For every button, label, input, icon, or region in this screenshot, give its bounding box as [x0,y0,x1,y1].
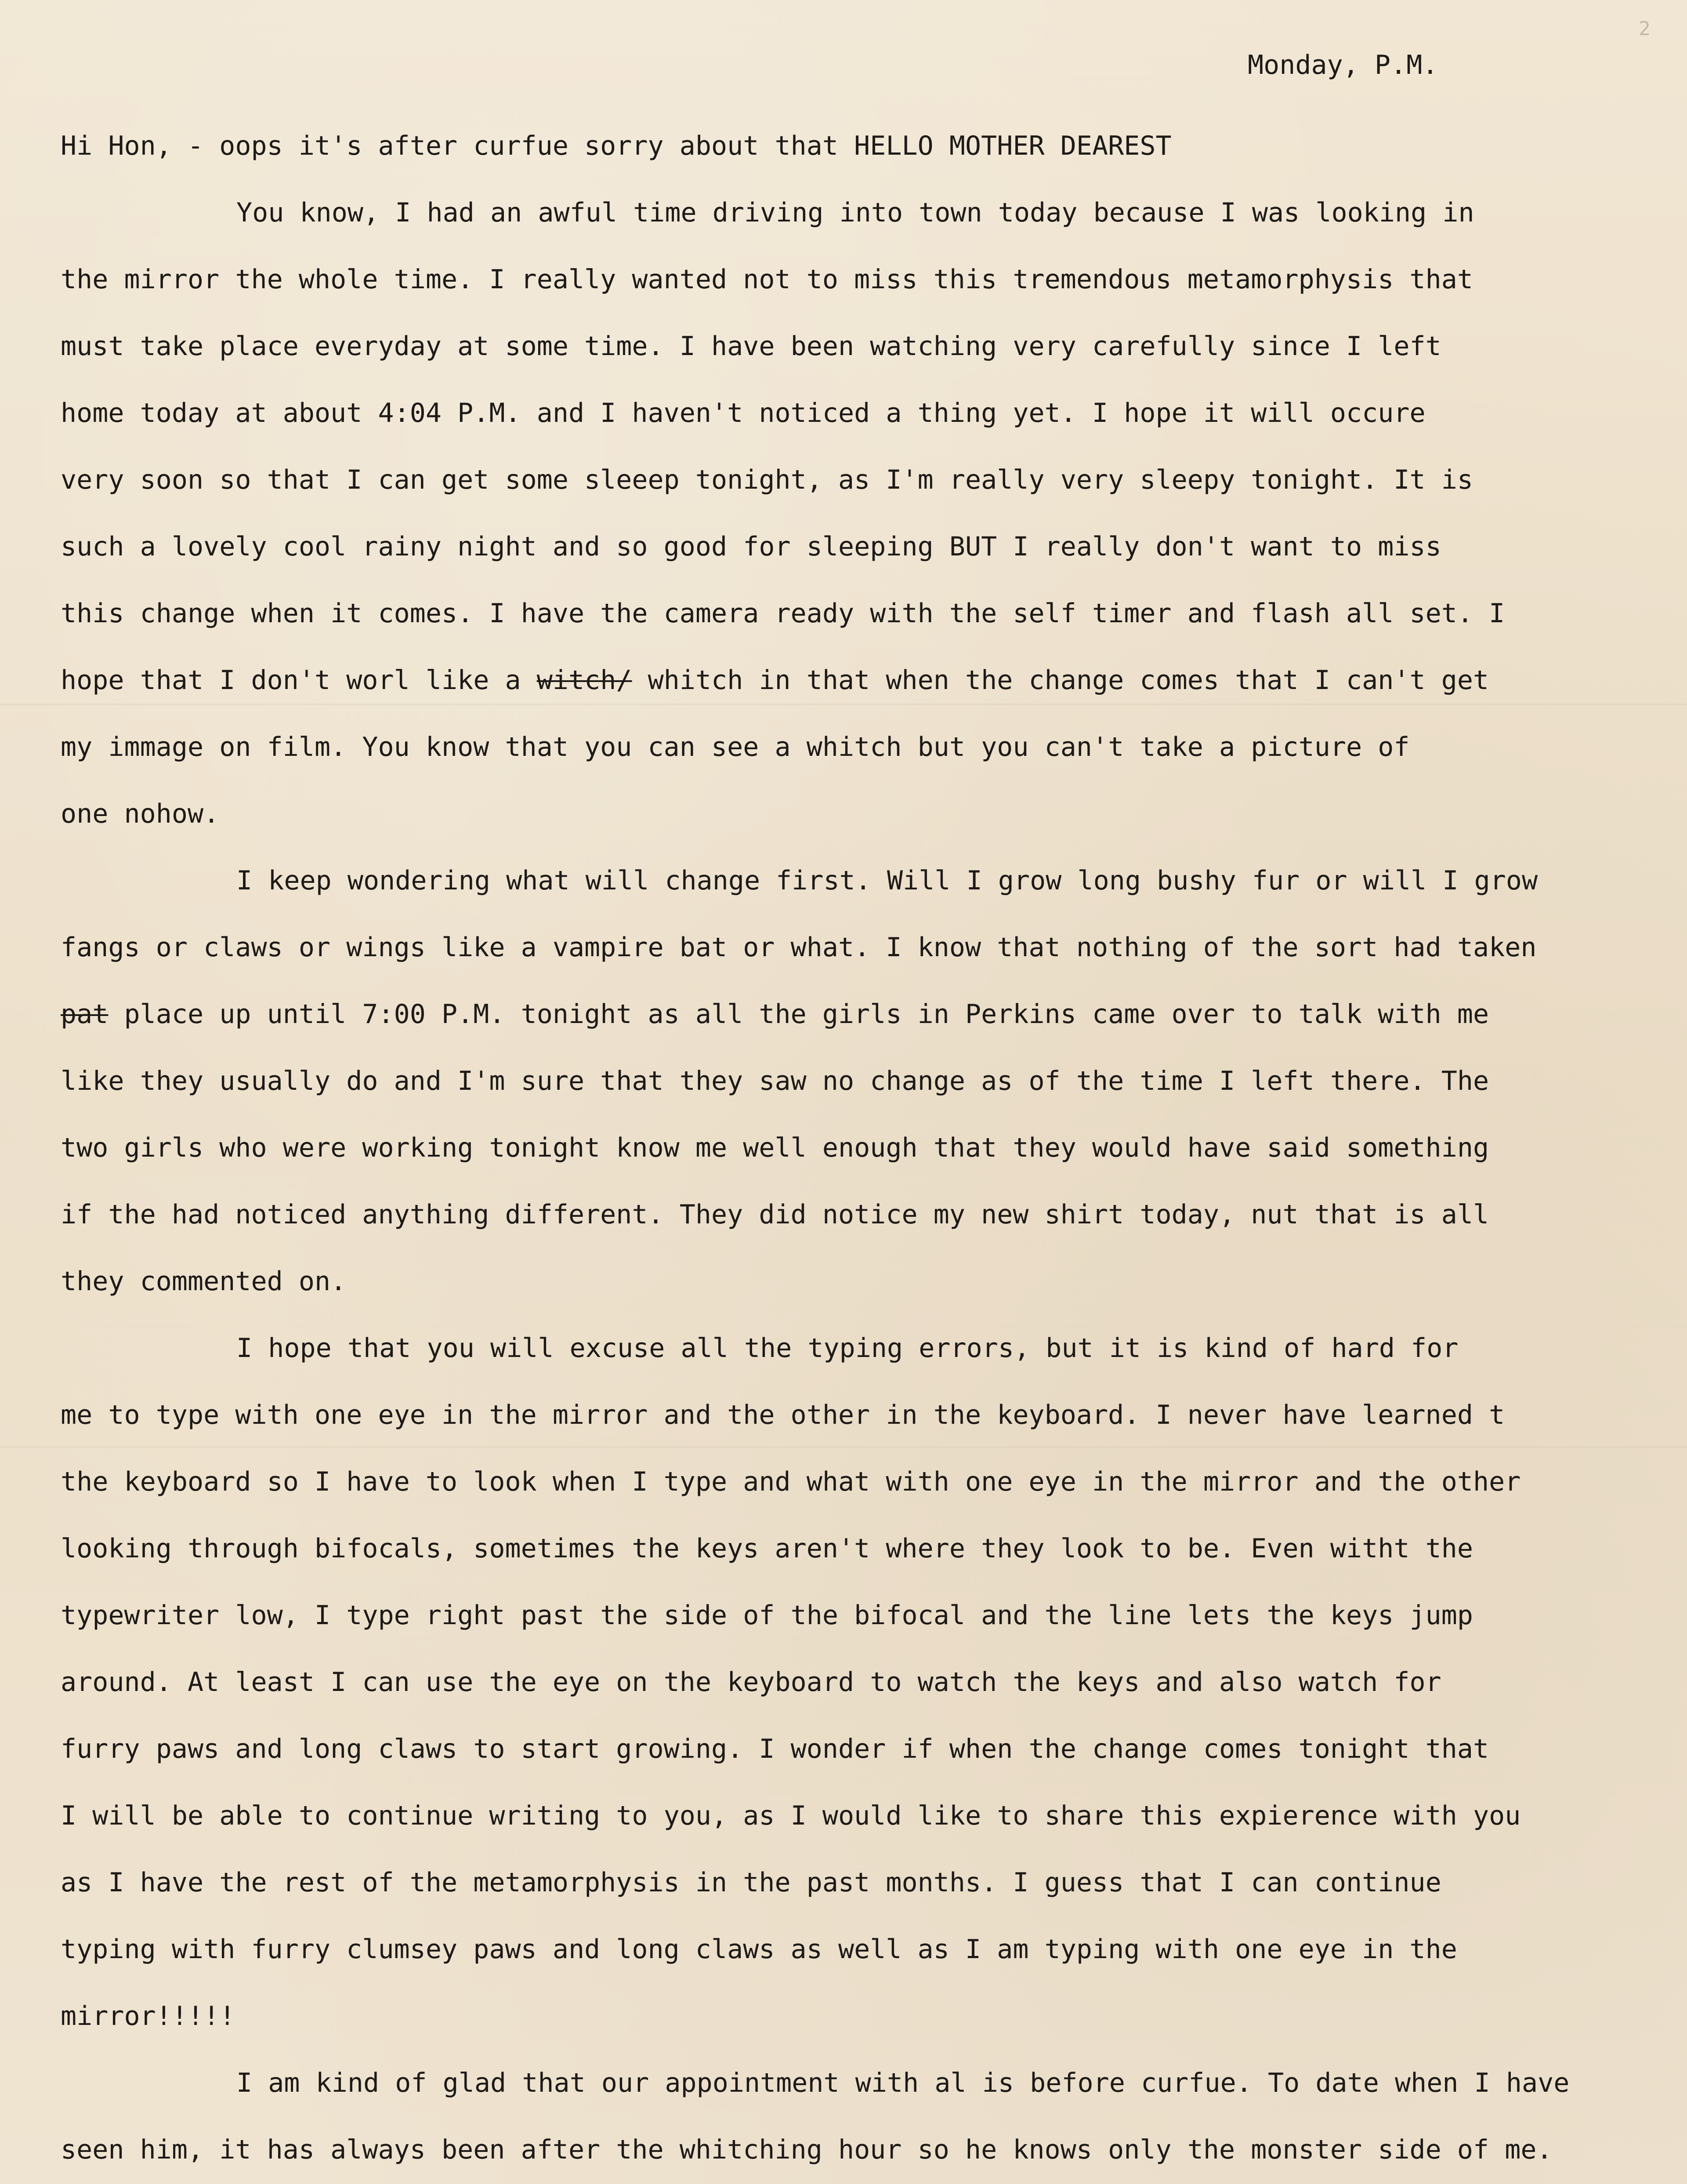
letter-line [61,1716,1660,1782]
letter-line [61,580,1660,647]
letter-line [61,313,1660,380]
line-text: my immage on film. You know that you can see a whitch but you can't take a picture of [61,732,1410,762]
line-text: this change when it comes. I have the camera ready with the self timer and flash all set. I [61,598,1505,629]
line-text-continued: whitch in that when the change comes that I can't get [632,665,1489,696]
line-text: around. At least I can use the eye on the keyboard to watch the keys and also watch for [61,1667,1441,1698]
letter-line [61,2116,1660,2183]
line-text: mirror!!!!! [61,2001,235,2032]
line-text: as I have the rest of the metamorphysis in the past months. I guess that I can continue [61,1867,1441,1898]
struck-out-text: pat [61,999,109,1030]
line-text: hope that I don't worl like a [61,665,537,696]
letter-line [61,914,1660,981]
letter-line [61,714,1660,780]
page-number: 2 [1639,18,1651,40]
line-text: I hope that you will excuse all the typing errors, but it is kind of hard for [236,1333,1459,1364]
line-text: if the had noticed anything different. They did notice my new shirt today, nut that is all [61,1199,1489,1230]
line-text: me to type with one eye in the mirror and the other in the keyboard. I never have learned t [61,1400,1505,1430]
letter-line [61,112,1660,179]
letter-line [61,1448,1660,1515]
letter-line [61,847,1660,914]
letter-line [61,1649,1660,1716]
letter-line [61,1315,1660,1382]
letter-line [61,380,1660,446]
line-text: one nohow. [61,798,220,829]
letter-line [61,1114,1660,1181]
line-text: two girls who were working tonight know me well enough that they would have said something [61,1132,1489,1163]
dateline: Monday, P.M. [1248,50,1438,80]
line-text: You know, I had an awful time driving into town today because I was looking in [236,197,1474,228]
line-text: must take place everyday at some time. I have been watching very carefully since I left [61,331,1441,362]
letter-line [61,1048,1660,1114]
line-text: fangs or claws or wings like a vampire bat or what. I know that nothing of the sort had taken [61,932,1537,963]
line-text: I am kind of glad that our appointment with al is before curfue. To date when I have [236,2068,1570,2098]
line-text: typewriter low, I type right past the side of the bifocal and the line lets the keys jump [61,1600,1473,1631]
line-text: furry paws and long claws to start growing. I wonder if when the change comes tonight that [61,1734,1489,1764]
letter-line [61,179,1660,246]
letter-body [61,112,1660,2183]
line-text: seen him, it has always been after the whitching hour so he knows only the monster side of me. [61,2134,1553,2165]
letter-line [61,1248,1660,1315]
line-text: home today at about 4:04 P.M. and I haven't noticed a thing yet. I hope it will occure [61,398,1426,428]
letter-line [61,1916,1660,1983]
letter-line [61,246,1660,313]
letter-line [61,1849,1660,1916]
letter-line [61,1382,1660,1448]
letter-line [61,1582,1660,1649]
line-text: the keyboard so I have to look when I type and what with one eye in the mirror and the other [61,1466,1521,1497]
letter-line [61,1515,1660,1582]
line-text: Hi Hon, - oops it's after curfue sorry about that HELLO MOTHER DEAREST [61,131,1172,161]
letter-line [61,2050,1660,2116]
letter-line [61,446,1660,513]
line-text: typing with furry clumsey paws and long claws as well as I am typing with one eye in the [61,1934,1457,1965]
letter-line [61,780,1660,847]
letter-line [61,1181,1660,1248]
line-text: they commented on. [61,1266,347,1297]
letter-line [61,1983,1660,2050]
line-text: like they usually do and I'm sure that they saw no change as of the time I left there. The [61,1066,1489,1096]
line-text: I keep wondering what will change first. Will I grow long bushy fur or will I grow [236,865,1538,896]
line-text-continued: place up until 7:00 P.M. tonight as all the girls in Perkins came over to talk with me [108,999,1489,1030]
line-text: looking through bifocals, sometimes the keys aren't where they look to be. Even witht the [61,1533,1473,1564]
letter-line [61,981,1660,1048]
line-text: very soon so that I can get some sleeep tonight, as I'm really very sleepy tonight. It is [61,464,1473,495]
line-text: I will be able to continue writing to you, as I would like to share this expierence with you [61,1800,1521,1831]
letter-line [61,647,1660,714]
struck-out-text: witch/ [536,665,632,696]
line-text: the mirror the whole time. I really wanted not to miss this tremendous metamorphysis that [61,264,1473,295]
line-text: such a lovely cool rainy night and so good for sleeping BUT I really don't want to miss [61,531,1441,562]
letter-line [61,1782,1660,1849]
letter-line [61,513,1660,580]
